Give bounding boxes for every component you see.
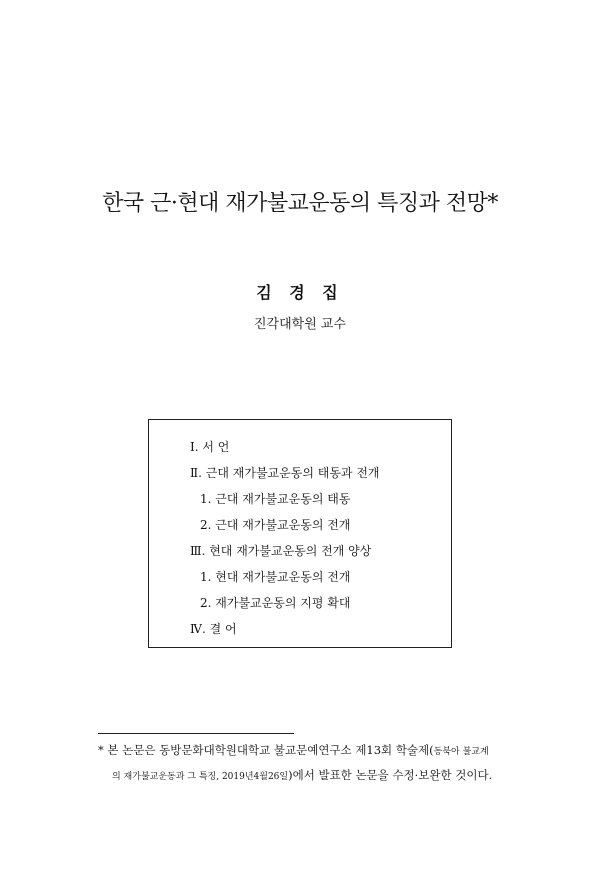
author-name: 김 경 집 (256, 283, 344, 302)
table-of-contents (148, 419, 452, 648)
footnote-divider (98, 733, 294, 734)
footnote-text: 본 논문은 동방문화대학원대학교 불교문예연구소 제13회 학술제( (107, 743, 434, 757)
toc-item: Ⅲ. 현대 재가불교운동의 전개 양상 (190, 544, 372, 558)
toc-item: Ⅱ. 근대 재가불교운동의 태동과 전개 (190, 466, 380, 480)
footnote-small-text: 동북아 불교계 (433, 747, 489, 757)
toc-item: 1. 근대 재가불교운동의 태동 (200, 492, 351, 506)
footnote (98, 739, 518, 789)
footnote-marker: * (98, 743, 104, 757)
toc-item: Ⅰ. 서 언 (190, 440, 230, 454)
author-affiliation: 진각대학원 교수 (253, 317, 347, 332)
toc-item: 2. 재가불교운동의 지평 확대 (200, 596, 351, 610)
footnote-line-1 (98, 739, 518, 764)
toc-item: 1. 현대 재가불교운동의 전개 (200, 570, 351, 584)
toc-item: 2. 근대 재가불교운동의 전개 (200, 518, 351, 532)
paper-title: 한국 근·현대 재가불교운동의 특징과 전망* (102, 191, 498, 216)
footnote-text: )에서 발표한 논문을 수정·보완한 것이다. (288, 768, 493, 782)
footnote-small-text: 의 재가불교운동과 그 특징, 2019년4월26일 (112, 772, 289, 782)
toc-item: Ⅳ. 결 어 (190, 622, 237, 636)
footnote-line-2 (98, 764, 518, 789)
